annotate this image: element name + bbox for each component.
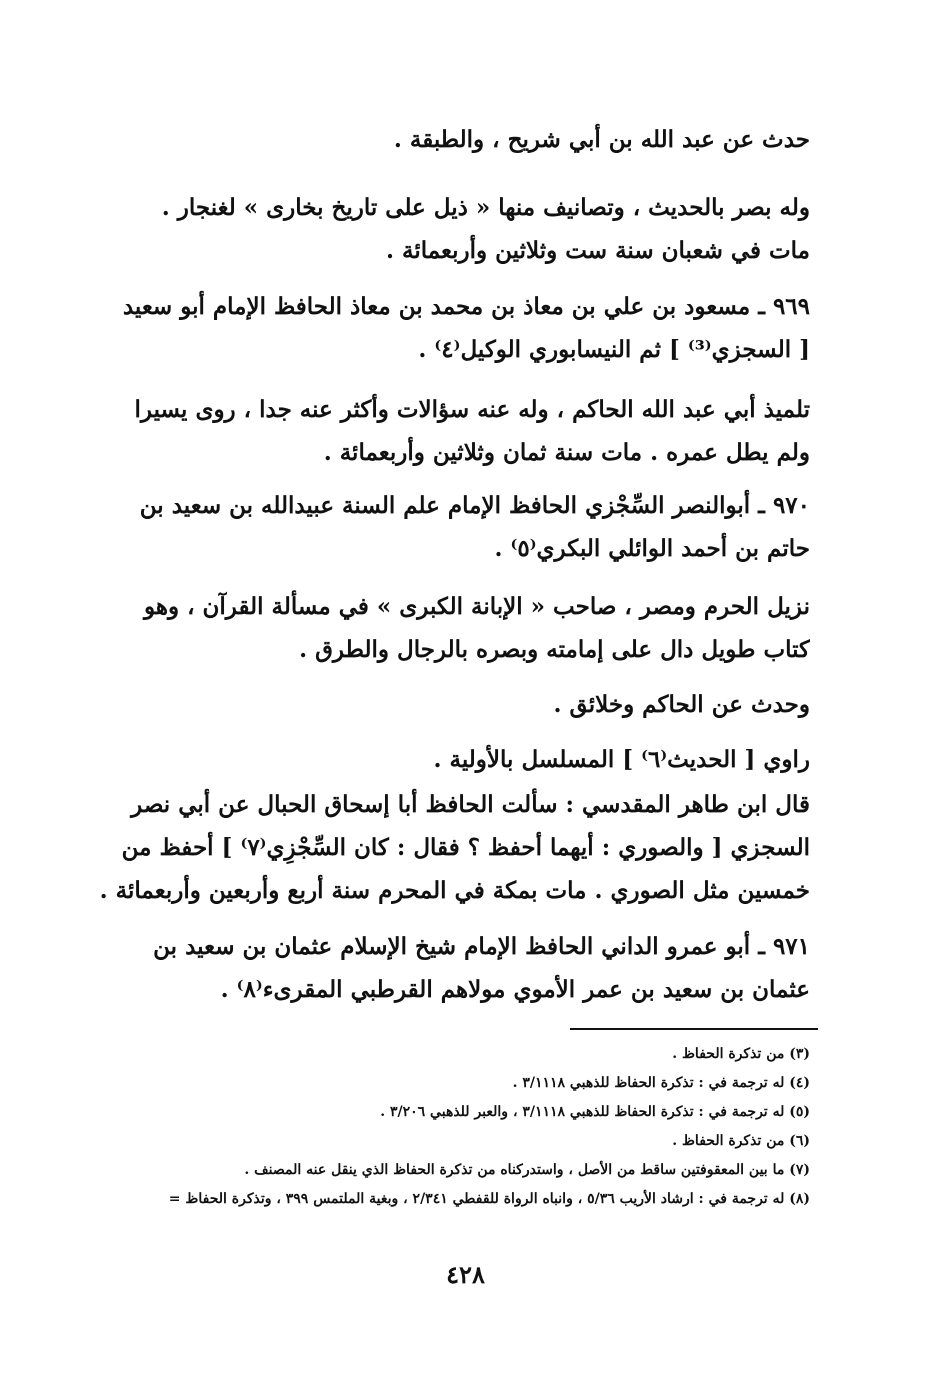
text-line: ولم يطل عمره . مات سنة ثمان وثلاثين وأربعمائة . bbox=[323, 439, 810, 466]
text-line: وله بصر بالحديث ، وتصانيف منها « ذيل على تاريخ بخارى » لغنجار . bbox=[161, 194, 810, 221]
entry-969 bbox=[100, 285, 810, 371]
entry-970 bbox=[100, 484, 810, 570]
footnote-5: (٥) له ترجمة في : تذكرة الحفاظ للذهبي ٣/١١١٨ ، والعبر للذهبي ٣/٢٠٦ . bbox=[380, 1104, 810, 1120]
footnote-4: (٤) له ترجمة في : تذكرة الحفاظ للذهبي ٣/١١١٨ . bbox=[512, 1075, 810, 1091]
text-line: مات في شعبان سنة ست وثلاثين وأربعمائة . bbox=[385, 237, 810, 264]
text-line: حدث عن عبد الله بن أبي شريح ، والطبقة . bbox=[393, 126, 810, 153]
footnote-divider bbox=[570, 1028, 818, 1030]
paragraph-4 bbox=[100, 388, 810, 474]
paragraph-1 bbox=[100, 118, 810, 161]
paragraph-7 bbox=[100, 683, 810, 726]
paragraph-2 bbox=[100, 186, 810, 272]
text-line: خمسين مثل الصوري . مات بمكة في المحرم سنة أربع وأربعين وأربعمائة . bbox=[100, 877, 810, 904]
paragraph-6 bbox=[100, 585, 810, 671]
entry-971 bbox=[100, 925, 810, 1011]
text-line: حاتم بن أحمد الوائلي البكري⁽٥⁾ . bbox=[494, 535, 810, 562]
text-line: [ السجزي⁽³⁾ ] ثم النيسابوري الوكيل⁽٤⁾ . bbox=[418, 336, 810, 363]
text-line: ٩٧٠ ـ أبوالنصر السِّجْزي الحافظ الإمام علم السنة عبيدالله بن سعيد بن bbox=[139, 492, 810, 519]
footnote-7: (٧) ما بين المعقوفتين ساقط من الأصل ، واستدركناه من تذكرة الحفاظ الذي ينقل عنه المصنف . bbox=[244, 1162, 810, 1178]
text-line: نزيل الحرم ومصر ، صاحب « الإبانة الكبرى » في مسألة القرآن ، وهو bbox=[143, 593, 810, 620]
page-number: ٤٢٨ bbox=[446, 1260, 485, 1289]
text-line: كتاب طويل دال على إمامته وبصره بالرجال والطرق . bbox=[299, 636, 810, 663]
text-line: راوي [ الحديث⁽٦⁾ ] المسلسل بالأولية . bbox=[433, 746, 810, 773]
text-line: ٩٦٩ ـ مسعود بن علي بن معاذ بن محمد بن معاذ الحافظ الإمام أبو سعيد bbox=[122, 293, 810, 320]
paragraph-8 bbox=[100, 738, 810, 781]
text-line: تلميذ أبي عبد الله الحاكم ، وله عنه سؤالات وأكثر عنه جدا ، روى يسيرا bbox=[134, 396, 810, 423]
text-line: وحدث عن الحاكم وخلائق . bbox=[553, 691, 810, 718]
text-line: عثمان بن سعيد بن عمر الأموي مولاهم القرطبي المقرىء⁽٨⁾ . bbox=[220, 976, 810, 1003]
footnotes bbox=[100, 1040, 810, 1214]
text-line: قال ابن طاهر المقدسي : سألت الحافظ أبا إسحاق الحبال عن أبي نصر bbox=[131, 791, 810, 818]
paragraph-9 bbox=[100, 783, 810, 912]
footnote-3: (٣) من تذكرة الحفاظ . bbox=[672, 1046, 810, 1062]
footnote-6: (٦) من تذكرة الحفاظ . bbox=[672, 1133, 810, 1149]
text-line: ٩٧١ ـ أبو عمرو الداني الحافظ الإمام شيخ الإسلام عثمان بن سعيد بن bbox=[153, 933, 810, 960]
text-line: السجزي [ والصوري : أيهما أحفظ ؟ فقال : كان السِّجْزِي⁽٧⁾ ] أحفظ من bbox=[121, 834, 810, 861]
footnote-8: (٨) له ترجمة في : ارشاد الأريب ٥/٣٦ ، وانباه الرواة للقفطي ٢/٣٤١ ، وبغية الملتمس ٣٩٩ ، وتذكرة الحفاظ = bbox=[168, 1191, 810, 1207]
